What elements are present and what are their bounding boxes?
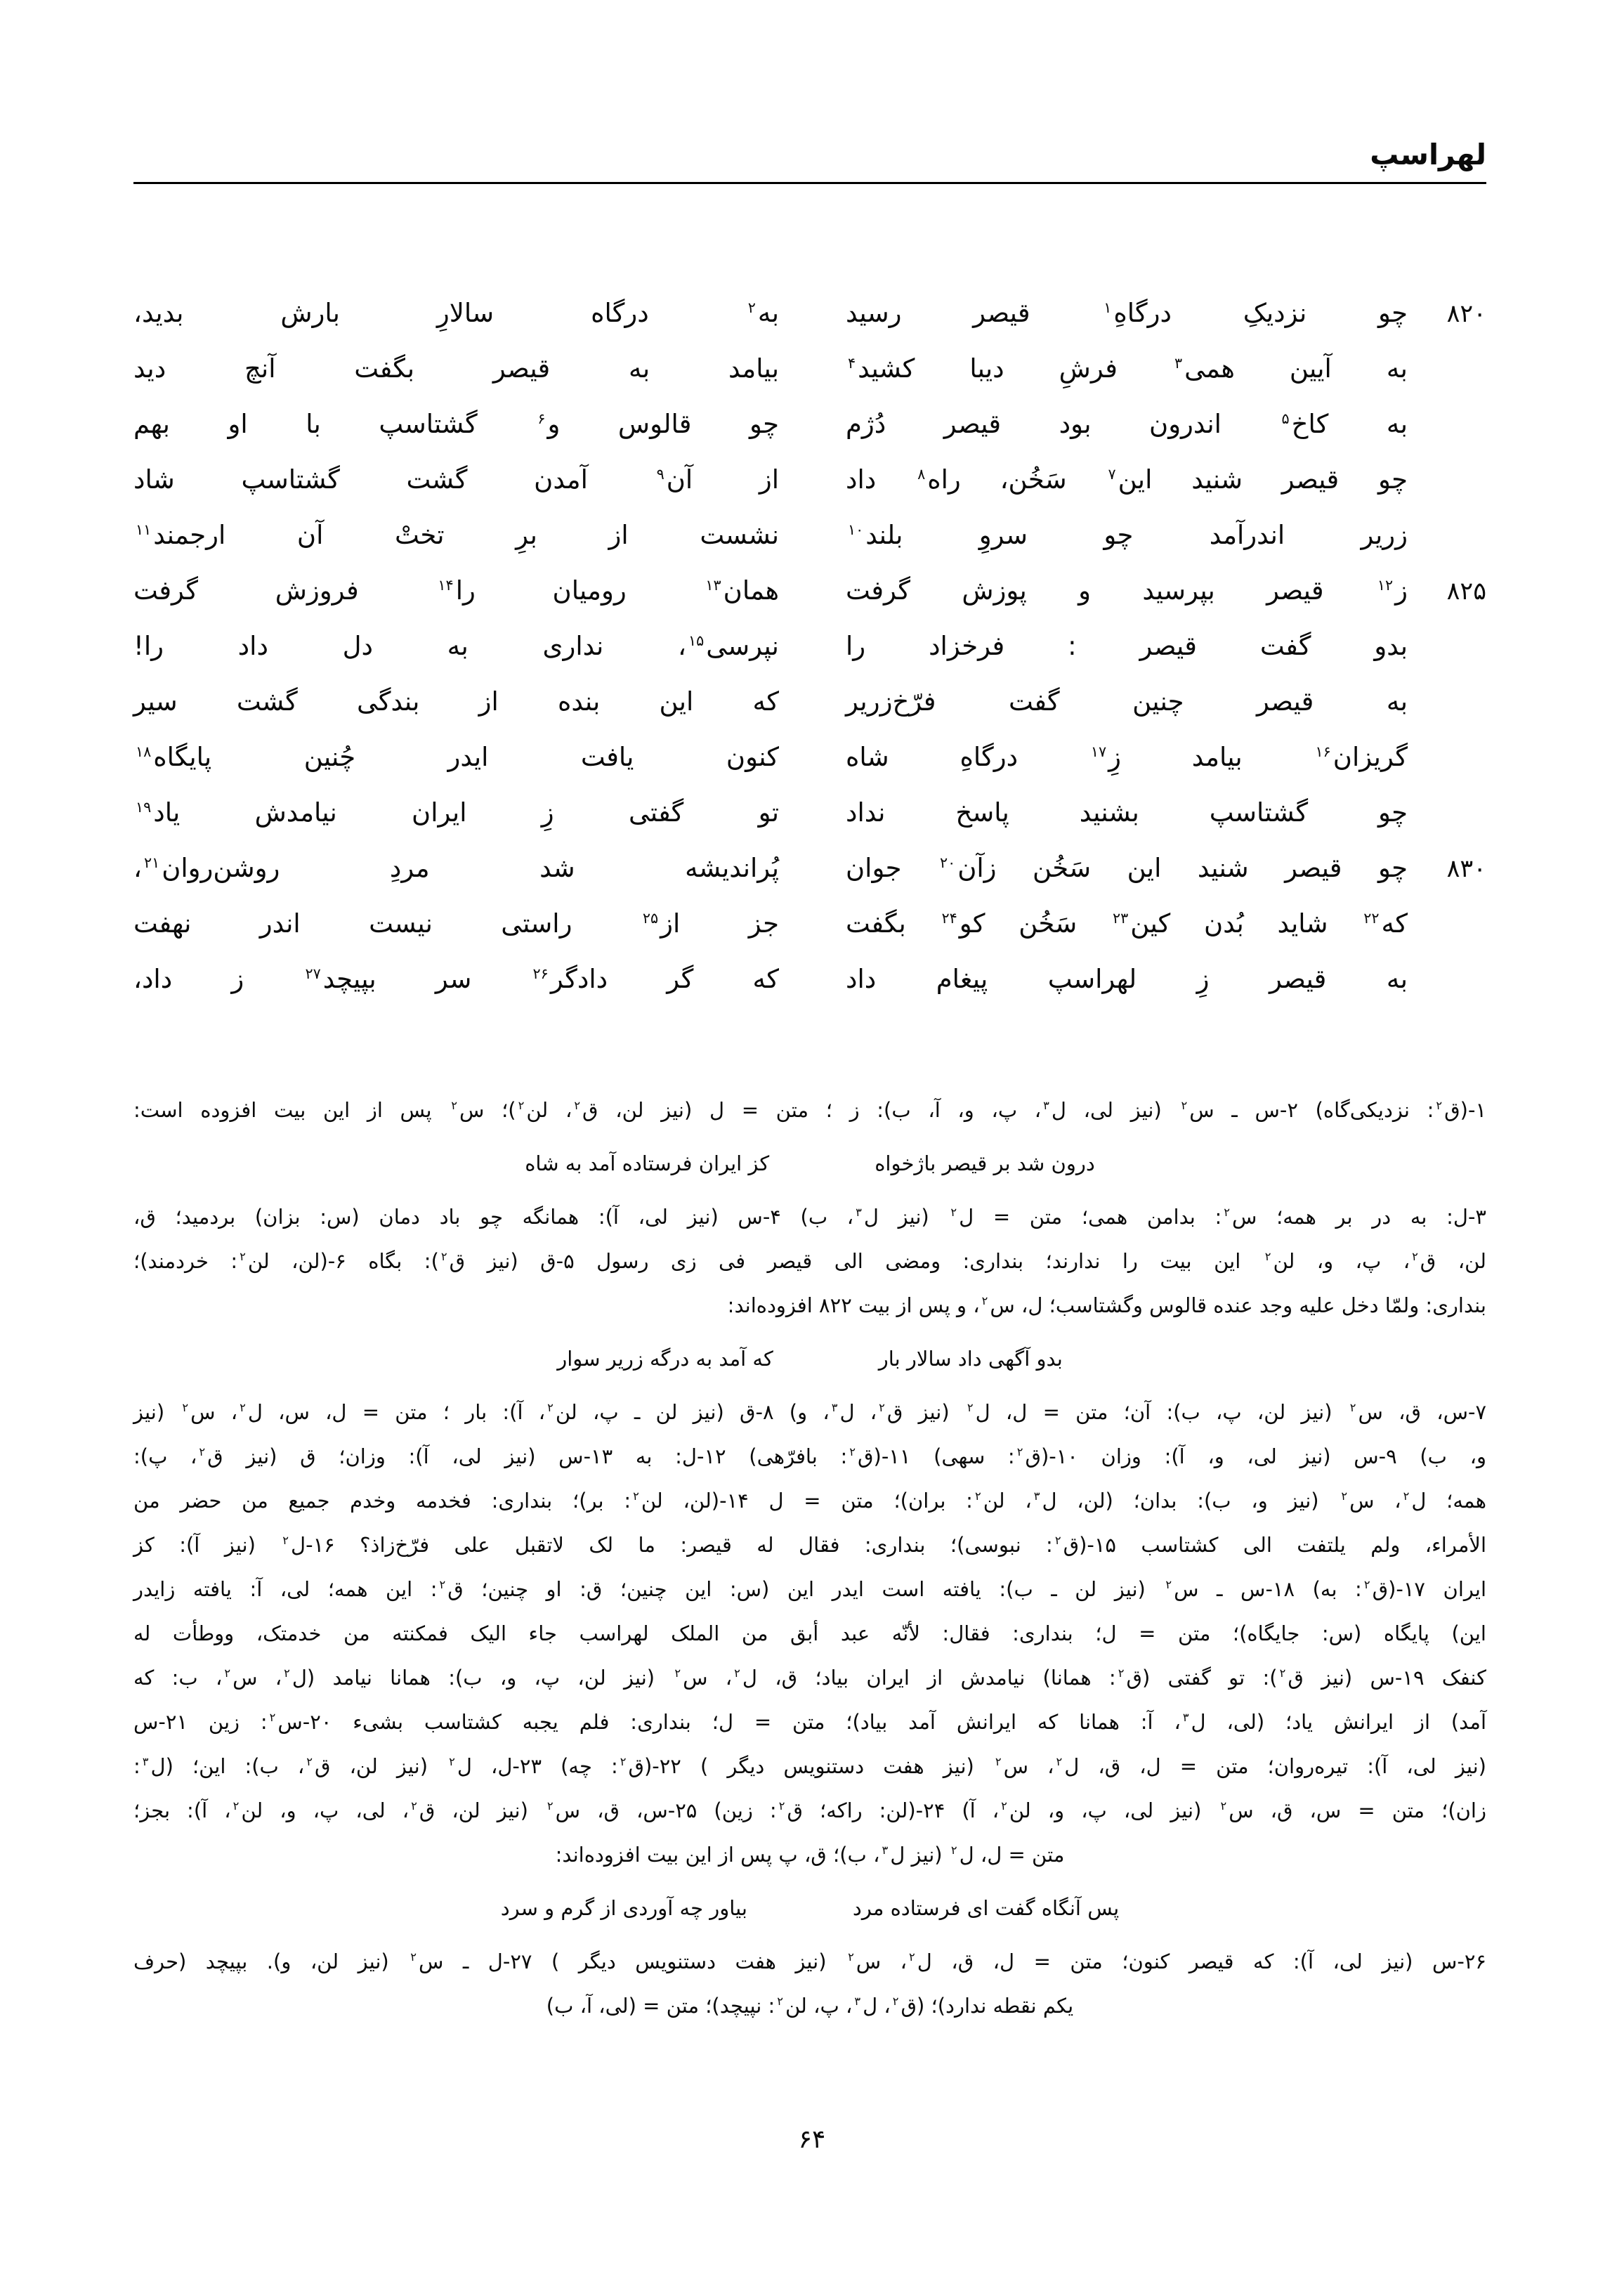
hemistich-right: چو گشتاسپ بشنید پاسخ نداد bbox=[846, 797, 1408, 828]
verse-number: ۸۲۵ bbox=[1446, 577, 1486, 606]
couplet-row bbox=[133, 853, 1486, 908]
apparatus-note-line: بنداری: ولمّا دخل علیه وجد عنده قالوس وگشتاسب؛ ل، س$^۲$، و پس از بیت ۸۲۲ افزوده‌اند: bbox=[727, 1293, 1486, 1318]
apparatus-note-line: ۷-س، ق، س$^۲$ (نیز لن، پ، ب): آن؛ متن = ل، ل$^۲$ (نیز ق$^۲$، ل$^۳$، و) ۸-ق (نیز لن ـ پ، لن$^۲$، آ): بار ؛ متن = ل، س، ل$^۲$، س$^۲$ (نیز bbox=[133, 1400, 1487, 1425]
hemistich-right: بدو گفت قیصر : فرخزاد را bbox=[846, 631, 1408, 662]
hemistich-right: به کاخ$^۵$ اندرون بود قیصر دُژم bbox=[846, 409, 1408, 440]
hemistich-left: به$^۲$ درگاه سالارِ بارش بدید، bbox=[133, 298, 779, 329]
hemistich-right: به قیصر زِ لهراسپ پیغام داد bbox=[846, 964, 1408, 995]
hemistich-left: کنون یافت ایدر چُنین پایگاه$^{۱۸}$ bbox=[136, 742, 779, 773]
apparatus-inserted-verse bbox=[133, 1337, 1486, 1381]
hemistich-left: تو گفتی زِ ایران نیامدش یاد$^{۱۹}$ bbox=[136, 797, 779, 828]
page-title: لهراسپ bbox=[1370, 138, 1486, 171]
poem bbox=[133, 298, 1486, 1019]
hemistich-right: گریزان$^{۱۶}$ بیامد زِ$^{۱۷}$ درگاهِ شاه bbox=[846, 742, 1408, 773]
apparatus-note-line: یکم نقطه ندارد)؛ (ق$^۲$، ل$^۳$، پ، لن$^۲$: نپیچد)؛ متن = (لی، آ، ب) bbox=[546, 1994, 1074, 2018]
hemistich-right: چو قیصر شنید این سَخُن زآن$^{۲۰}$ جوان bbox=[846, 853, 1408, 884]
hemistich-left: که گر دادگر$^{۲۶}$ سر بپیچد$^{۲۷}$ ز داد، bbox=[133, 964, 779, 995]
hemistich-right: چو نزدیکِ درگاهِ$^۱$ قیصر رسید bbox=[846, 298, 1408, 329]
couplet-row bbox=[133, 575, 1486, 631]
apparatus-note-line: ۱-(ق$^۲$: نزدیکی‌گاه) ۲-س ـ س$^۲$ (نیز لی، ل$^۳$، پ، و، آ، ب): ز ؛ متن = ل (نیز لن، ق$^۲$، لن$^۲$)؛ س$^۲$ پس از این بیت افزوده است: bbox=[133, 1098, 1487, 1123]
apparatus-note-line: آمد) از ایرانش یاد؛ (لی، ل$^۳$، آ: همانا که ایرانش آمد بیاد)؛ متن = ل؛ بنداری: فلم یجبه کشتاسب بشیء ۲۰-س$^۲$: زین ۲۱-س bbox=[133, 1710, 1486, 1735]
couplet-row bbox=[133, 631, 1486, 686]
hemistich-right: به قیصر چنین گفت فرّخ‌زریر bbox=[846, 686, 1408, 717]
couplet-row bbox=[133, 409, 1486, 464]
apparatus-note-line: ایران ۱۷-(ق$^۲$: به) ۱۸-س ـ س$^۲$ (نیز لن ـ ب): یافته است ایدر این (س: این چنین؛ ق: او چنین؛ ق$^۲$: این همه؛ لی، آ: یافته زایدر bbox=[133, 1577, 1487, 1602]
apparatus-note-line: الأمراء، ولم یلتفت الی کشتاسب ۱۵-(ق$^۲$: نبوسی)؛ بنداری: فقال له قیصر: ما لک لاتقبل علی فرّخ‌زاذ؟ ۱۶-ل$^۲$ (نیز آ): کز bbox=[133, 1533, 1486, 1558]
hemistich-right: ز$^{۱۲}$ قیصر بپرسید و پوزش گرفت bbox=[846, 575, 1408, 606]
verse-hemistich-left: کز ایران فرستاده آمد به شاه bbox=[525, 1151, 770, 1176]
apparatus-note-line: ۲۶-س (نیز لی، آ): که قیصر کنون؛ متن = ل، ق، ل$^۲$، س$^۲$ (نیز هفت دستنویس دیگر ) ۲۷-ل ـ س$^۲$ (نیز لن، و). بپیچد (حرف bbox=[133, 1950, 1486, 1974]
hemistich-left: جز از$^{۲۵}$ راستی نیست اندر نهفت bbox=[133, 908, 779, 939]
hemistich-left: که این بنده از بندگی گشت سیر bbox=[133, 686, 779, 717]
verse-hemistich-left: که آمد به درگه زریر سوار bbox=[557, 1347, 773, 1371]
apparatus-note-line: و، ب) ۹-س (نیز لی، و، آ): وزان ۱۰-(ق$^۲$: سهی) ۱۱-(ق$^۲$: بافرّهی) ۱۲-ل: به ۱۳-س (نیز لی، آ): وزان؛ ق (نیز ق$^۲$، پ): bbox=[133, 1444, 1487, 1469]
hemistich-left: همان$^{۱۳}$ رومیان را$^{۱۴}$ فروزش گرفت bbox=[133, 575, 779, 606]
hemistich-right: چو قیصر شنید این$^۷$ سَخُن، راه$^۸$ داد bbox=[846, 464, 1408, 495]
apparatus-note-line: این) پایگاه (س: جایگاه)؛ متن = ل؛ بنداری: فقال: لأنّه عبد أبق من الملک لهراسب جاء الیک فمکنته من خدمتک، ووطأت له bbox=[133, 1621, 1486, 1646]
apparatus-note-line: متن = ل، ل$^۲$ (نیز ل$^۳$، ب)؛ ق، پ پس از این بیت افزوده‌اند: bbox=[555, 1843, 1065, 1867]
hemistich-right: که$^{۲۲}$ شاید بُدن کین$^{۲۳}$ سَخُن کو$^{۲۴}$ بگفت bbox=[846, 908, 1408, 939]
apparatus-note-line: زان)؛ متن = س، ق، س$^۲$ (نیز لی، پ، و، لن$^۲$، آ) ۲۴-(لن: راکه؛ ق$^۲$: زین) ۲۵-س، ق، س$^۲$ (نیز لن، ق$^۲$، لی، پ، و، لن$^۲$، آ): بجز؛ bbox=[133, 1798, 1486, 1823]
apparatus-note-line: ۳-ل: به در بر همه؛ س$^۲$: بدامن همی؛ متن = ل$^۲$ (نیز ل$^۳$، ب) ۴-س (نیز لی، آ): همانگه چو باد دمان (س: بزان) بردمید؛ ق، bbox=[133, 1205, 1486, 1229]
verse-hemistich-right: بدو آگهی داد سالار بار bbox=[878, 1347, 1063, 1371]
verse-hemistich-right: پس آنگاه گفت ای فرستاده مرد bbox=[852, 1896, 1120, 1921]
apparatus-note-line: کنفک ۱۹-س (نیز ق$^۲$): تو گفتی (ق$^۲$: همانا) نیامدش از ایران بیاد؛ ق، ل$^۲$، س$^۲$ (نیز لن، پ، و، ب): همانا نیامد (ل$^۲$، س$^۲$، ب: که bbox=[133, 1666, 1486, 1690]
header-rule bbox=[133, 182, 1486, 184]
critical-apparatus bbox=[133, 1088, 1486, 2028]
verse-number: ۸۳۰ bbox=[1446, 855, 1486, 884]
apparatus-note-line: همه؛ ل$^۲$، س$^۲$ (نیز و، ب): بدان؛ (لن، ل$^۳$، لن$^۲$: بران)؛ متن = ل ۱۴-(لن، لن$^۲$: بر)؛ بنداری: فخدمه وخدم جمیع من حضر من bbox=[133, 1489, 1486, 1513]
running-header bbox=[133, 139, 1486, 184]
hemistich-left: نپرسی$^{۱۵}$، نداری به دل داد را! bbox=[133, 631, 779, 662]
couplet-row bbox=[133, 964, 1486, 1019]
apparatus-inserted-verse bbox=[133, 1886, 1486, 1931]
apparatus-note-line: لن، ق$^۲$، پ، و، لن$^۲$ این بیت را ندارند؛ بنداری: ومضی الی قیصر فی زی رسول ۵-ق (نیز ق$^۲$): بگاه ۶-(لن، لن$^۲$: خردمند)؛ bbox=[133, 1249, 1487, 1274]
couplet-row bbox=[133, 520, 1486, 575]
couplet-row bbox=[133, 908, 1486, 964]
hemistich-right: به آیین همی$^۳$ فرشِ دیبا کشید$^۴$ bbox=[848, 353, 1408, 384]
apparatus-inserted-verse bbox=[133, 1142, 1486, 1186]
hemistich-left: چو قالوس و$^۶$ گشتاسپ با او بهم bbox=[133, 409, 779, 440]
hemistich-left: نشست از برِ تختْ آن ارجمند$^{۱۱}$ bbox=[136, 520, 779, 551]
hemistich-left: از آن$^۹$ آمدن گشت گشتاسپ شاد bbox=[133, 464, 779, 495]
couplet-row bbox=[133, 742, 1486, 797]
page-number: ۶۴ bbox=[798, 2125, 826, 2154]
couplet-row bbox=[133, 686, 1486, 742]
verse-number: ۸۲۰ bbox=[1446, 300, 1486, 329]
couplet-row bbox=[133, 298, 1486, 353]
verse-hemistich-right: درون شد بر قیصر باژخواه bbox=[875, 1151, 1095, 1176]
hemistich-left: بیامد به قیصر بگفت آنچ دید bbox=[133, 353, 779, 384]
couplet-row bbox=[133, 464, 1486, 520]
couplet-row bbox=[133, 353, 1486, 409]
hemistich-right: زریر اندرآمد چو سروِ بلند$^{۱۰}$ bbox=[848, 520, 1408, 551]
apparatus-note-line: (نیز لی، آ): تیره‌روان؛ متن = ل، ق، ل$^۲$، س$^۲$ (نیز هفت دستنویس دیگر ) ۲۲-(ق$^۲$: چه) ۲۳-ل، ل$^۲$ (نیز لن، ق$^۲$، ب): این؛ (ل$^۳$: bbox=[133, 1754, 1486, 1779]
verse-hemistich-left: بیاور چه آوردی از گرم و سرد bbox=[500, 1896, 747, 1921]
couplet-row bbox=[133, 797, 1486, 853]
hemistich-left: پُراندیشه شد مردِ روشن‌روان$^{۲۱}$، bbox=[133, 853, 779, 884]
